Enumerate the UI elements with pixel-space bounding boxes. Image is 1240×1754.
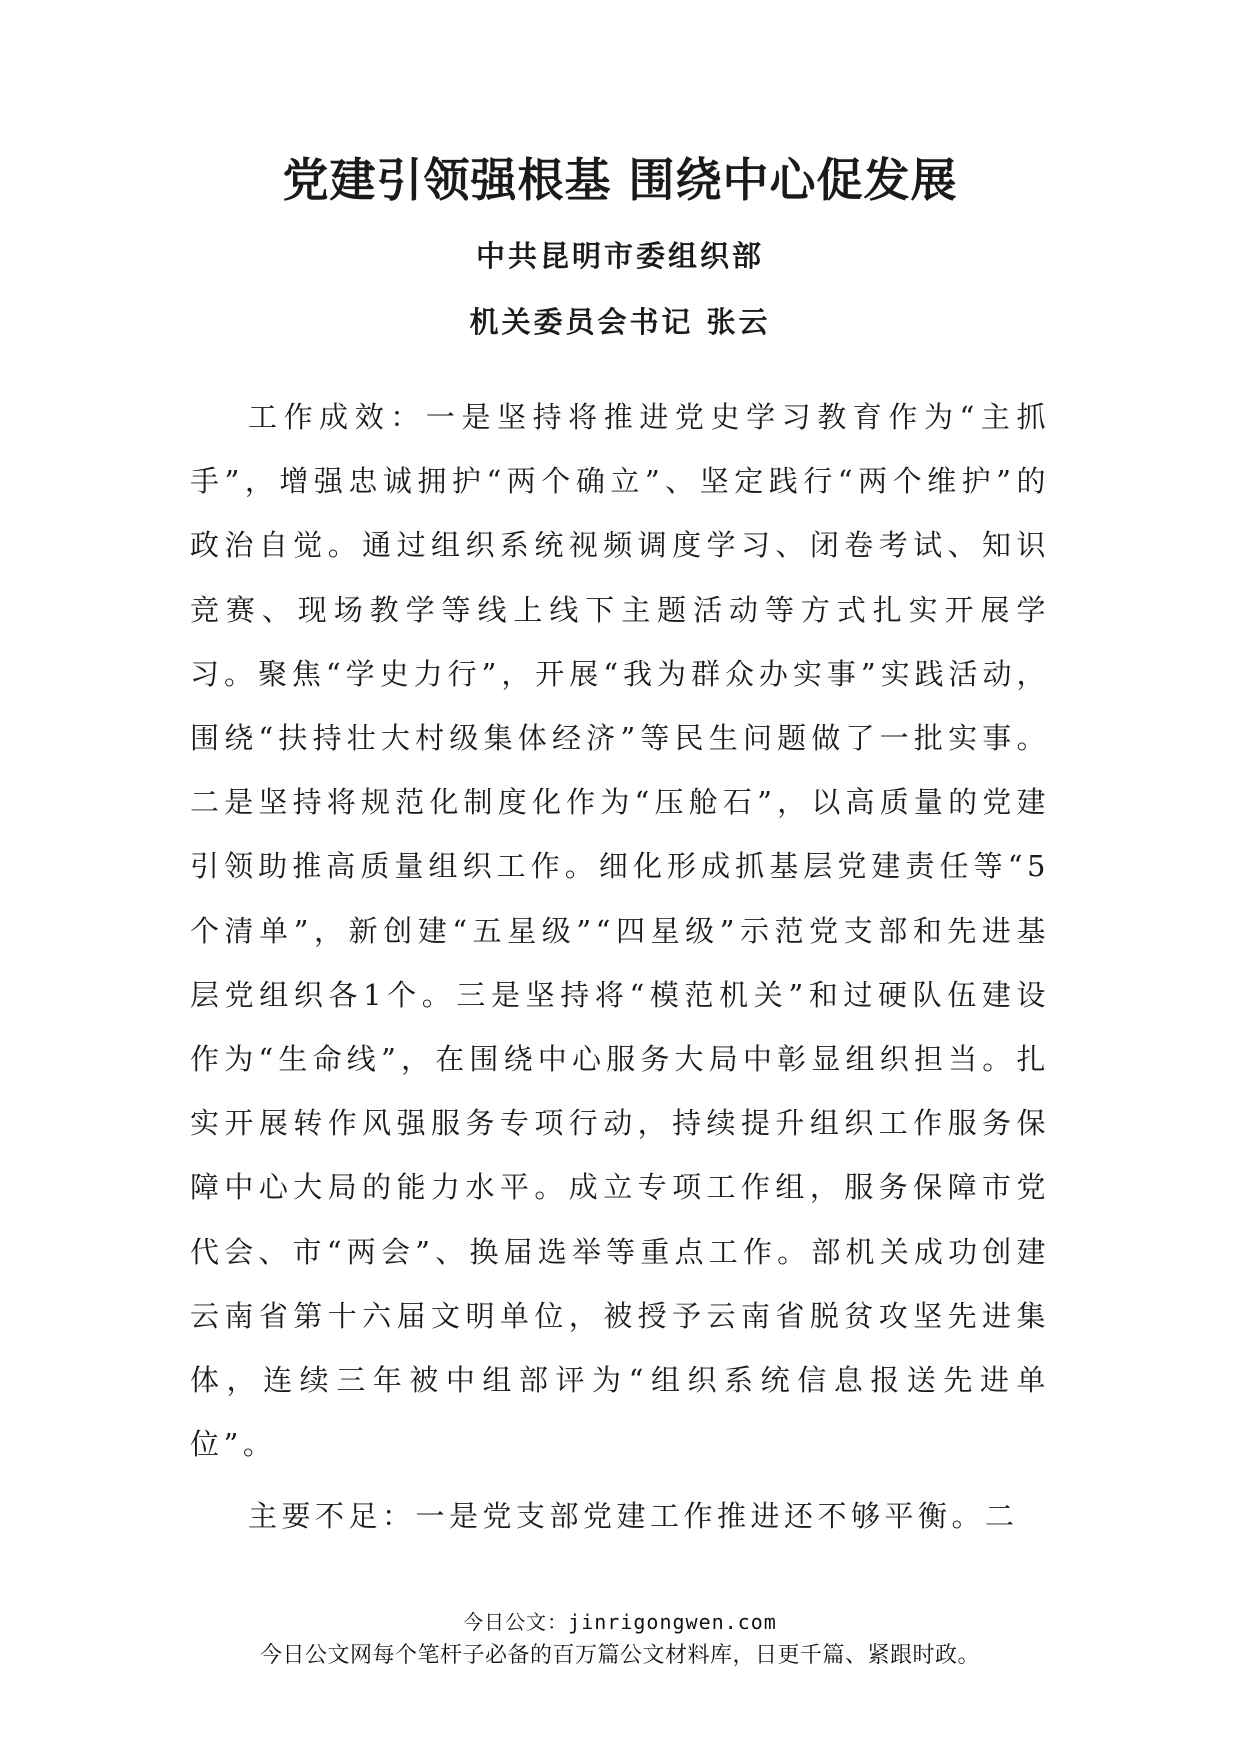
document-body (190, 385, 1050, 1549)
paragraph-achievements: 工作成效：一是坚持将推进党史学习教育作为“主抓手”，增强忠诚拥护“两个确立”、坚定践行“两个维护”的政治自觉。通过组织系统视频调度学习、闭卷考试、知识竞赛、现场教学等线上线下主题活动等方式扎实开展学习。聚焦“学史力行”，开展“我为群众办实事”实践活动，围绕“扶持壮大村级集体经济”等民生问题做了一批实事。二是坚持将规范化制度化作为“压舱石”，以高质量的党建引领助推高质量组织工作。细化形成抓基层党建责任等“5个清单”，新创建“五星级”“四星级”示范党支部和先进基层党组织各1个。三是坚持将“模范机关”和过硬队伍建设作为“生命线”，在围绕中心服务大局中彰显组织担当。扎实开展转作风强服务专项行动，持续提升组织工作服务保障中心大局的能力水平。成立专项工作组，服务保障市党代会、市“两会”、换届选举等重点工作。部机关成功创建云南省第十六届文明单位，被授予云南省脱贫攻坚先进集体，连续三年被中组部评为“组织系统信息报送先进单位”。 (190, 400, 1050, 1462)
footer-site-url[interactable]: jinrigongwen.com (568, 1610, 777, 1634)
document-title: 党建引领强根基 围绕中心促发展 (282, 153, 958, 207)
footer-slogan: 今日公文网每个笔杆子必备的百万篇公文材料库，日更千篇、紧跟时政。 (259, 1643, 980, 1668)
footer-site-label: 今日公文： (463, 1610, 569, 1634)
footer-site-line (0, 1608, 1240, 1636)
author-line: 机关委员会书记 张云 (469, 305, 771, 339)
organization-line: 中共昆明市委组织部 (475, 239, 764, 273)
paragraph-shortcomings: 主要不足：一是党支部党建工作推进还不够平衡。二 (248, 1499, 1019, 1534)
